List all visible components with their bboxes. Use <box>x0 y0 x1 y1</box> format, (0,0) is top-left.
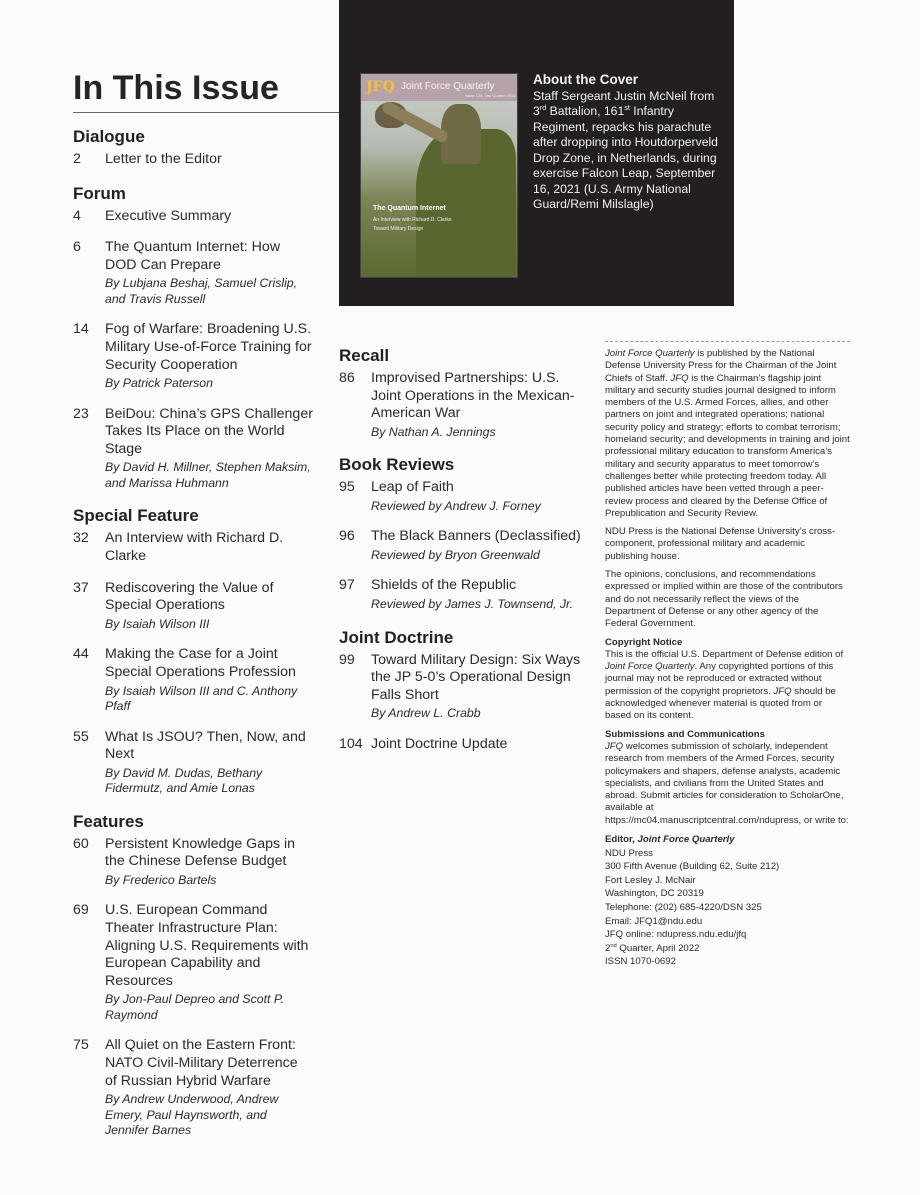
toc-page-number: 4 <box>73 207 81 224</box>
toc-section <box>339 454 589 612</box>
toc-section <box>339 345 589 440</box>
toc-entry-body <box>105 530 313 565</box>
toc-entry-body <box>105 646 313 714</box>
toc-entry-body <box>371 370 589 440</box>
toc-entry-body <box>371 577 589 612</box>
toc-entry-body <box>371 479 589 514</box>
toc-entry-body <box>371 652 589 722</box>
publication-info <box>605 341 850 969</box>
address-line: Email: JFQ1@ndu.edu <box>605 915 703 927</box>
toc-entry[interactable] <box>339 479 589 514</box>
toc-page-number: 2 <box>73 151 81 167</box>
cover-subtitles <box>373 216 452 234</box>
cover-panel <box>339 0 734 306</box>
about-text-2: Battalion, 161 <box>546 104 625 118</box>
about-sup-2: st <box>624 102 630 112</box>
toc-title: Improvised Partnerships: U.S. Joint Operations in the Mexican-American War <box>371 370 575 422</box>
toc-section <box>73 811 313 1139</box>
page-title: In This Issue <box>73 66 339 113</box>
address-line: Washington, DC 20319 <box>605 888 704 900</box>
toc-author: Reviewed by James J. Townsend, Jr. <box>371 597 574 612</box>
toc-author: By Andrew L. Crabb <box>371 706 481 721</box>
toc-entry[interactable] <box>339 736 589 754</box>
cover-sub1: An Interview with Richard D. Clarke <box>373 217 452 223</box>
about-text-3: Infantry Regiment, repacks his parachute after dropping into Houtdorperveld Drop Zone, in Netherlands, during exercise Falcon Leap, September 16, 2021 (U.S. Army National Guard/Remi Milslagle) <box>533 104 718 211</box>
toc-author: Reviewed by Bryon Greenwald <box>371 547 540 562</box>
cover-issue: Issue 105, 2nd Quarter 2022 <box>465 93 516 98</box>
toc-entry-body <box>105 1037 313 1138</box>
section-heading: Book Reviews <box>339 455 455 475</box>
cover-logo: JFQ <box>366 79 395 95</box>
toc-page-number: 44 <box>73 646 89 663</box>
copyright-jfq: JFQ <box>773 685 792 697</box>
toc-entry-body <box>105 239 313 307</box>
toc-page-number: 60 <box>73 835 89 852</box>
editor-journal: Joint Force Quarterly <box>637 833 735 845</box>
copyright-text-c: should be acknowledged whenever material is quoted from or based on its content. <box>605 685 836 722</box>
toc-entry-body <box>105 836 313 889</box>
toc-page-number: 75 <box>73 1037 89 1054</box>
info-jfq: JFQ <box>670 372 689 384</box>
cover-masthead: Joint Force Quarterly <box>401 81 495 92</box>
info-intro-text-2: is the Chairman’s flagship joint military and security studies journal designed to inform members of the U.S. Armed Forces, allies, and other partners on joint and integrated operations; national security policy and strategy; efforts to combat terrorism; homeland security; and developments in training and joint professional military education to transform America’s military and security apparatus to meet tomorrow’s challenges better while protecting freedom today. All published articles have been vetted through a peer-review process and cleared by the Defense Office of Prepublication and Security Review. <box>605 372 850 519</box>
address-line: Telephone: (202) 685-4220/DSN 325 <box>605 901 762 913</box>
toc-entry[interactable] <box>73 151 313 169</box>
toc-author: By Nathan A. Jennings <box>371 424 496 439</box>
toc-entry-body <box>105 151 313 169</box>
quarter-sup: nd <box>610 942 617 949</box>
toc-page-number: 37 <box>73 579 89 596</box>
info-address <box>605 833 850 969</box>
toc-title: Executive Summary <box>105 207 232 224</box>
editor-prefix: Editor, <box>605 833 638 845</box>
toc-title: Persistent Knowledge Gaps in the Chinese Defense Budget <box>105 835 296 870</box>
toc-page-number: 99 <box>339 651 355 668</box>
cover-title: The Quantum Internet <box>373 205 446 212</box>
quarter-num: 2 <box>605 942 611 954</box>
toc-entry[interactable] <box>339 577 589 612</box>
section-heading: Joint Doctrine <box>339 627 454 647</box>
toc-author: By Patrick Paterson <box>105 376 213 391</box>
cover-image <box>360 73 518 278</box>
left-column <box>73 126 313 1153</box>
issn: ISSN 1070-0692 <box>605 956 676 968</box>
toc-entry[interactable] <box>339 370 589 440</box>
submissions-jfq: JFQ <box>605 740 624 752</box>
info-ndu-press: NDU Press is the National Defense University’s cross-component, professional military and academic publishing house. <box>605 526 836 562</box>
toc-page-number: 55 <box>73 728 89 745</box>
toc-page-number: 32 <box>73 530 89 547</box>
toc-entry[interactable] <box>339 652 589 722</box>
toc-title: The Quantum Internet: How DOD Can Prepare <box>105 239 281 273</box>
toc-entry[interactable] <box>73 239 313 307</box>
toc-section <box>73 126 313 169</box>
about-text-1: Staff Sergeant Justin McNeil from 3 <box>533 88 715 118</box>
toc-title: All Quiet on the Eastern Front: NATO Civil-Military Deterrence of Russian Hybrid Warfare <box>105 1037 298 1089</box>
address-line: 300 Fifth Avenue (Building 62, Suite 212) <box>605 861 780 873</box>
toc-author: By Isaiah Wilson III <box>105 616 210 631</box>
section-heading: Recall <box>339 346 390 365</box>
toc-page-number: 14 <box>73 321 89 338</box>
address-line: NDU Press <box>605 847 653 859</box>
address-line: Fort Lesley J. McNair <box>605 874 696 886</box>
toc-entry[interactable] <box>73 902 313 1023</box>
info-submissions <box>605 729 850 827</box>
toc-page-number: 97 <box>339 577 355 594</box>
toc-entry[interactable] <box>73 729 313 797</box>
toc-title: Leap of Faith <box>371 479 454 496</box>
submissions-text: welcomes submission of scholarly, independent research from members of the Armed Forces, security policymakers and shapers, defense analysts, academic specialists, and civilians from the United States and abroad. Submit articles for consideration to ScholarOne, available at https://mc04.manuscriptcentral.com/ndupress, or write to: <box>605 740 849 826</box>
about-heading: About the Cover <box>533 72 639 87</box>
toc-title: Making the Case for a Joint Special Operations Profession <box>105 646 296 680</box>
info-copyright <box>605 637 850 723</box>
toc-page-number: 104 <box>339 735 363 752</box>
toc-entry-body <box>105 208 313 226</box>
toc-title: Letter to the Editor <box>105 151 222 167</box>
toc-entry[interactable] <box>73 208 313 226</box>
copyright-journal: Joint Force Quarterly <box>605 661 695 673</box>
toc-entry[interactable] <box>73 580 313 633</box>
toc-title: BeiDou: China’s GPS Challenger Takes Its Place on the World Stage <box>105 405 313 457</box>
toc-entry[interactable] <box>73 1037 313 1138</box>
toc-entry-body <box>105 902 313 1023</box>
quarter-rest: Quarter, April 2022 <box>616 942 700 954</box>
toc-author: By Lubjana Beshaj, Samuel Crislip, and Travis Russell <box>105 276 298 306</box>
toc-section <box>73 505 313 796</box>
section-heading: Special Feature <box>73 506 199 526</box>
toc-author: By David M. Dudas, Bethany Fidermutz, and Amie Lonas <box>105 765 263 796</box>
toc-page-number: 95 <box>339 479 355 496</box>
toc-entry[interactable] <box>73 530 313 565</box>
toc-entry[interactable] <box>73 836 313 889</box>
info-intro <box>605 348 850 520</box>
address-lines <box>605 847 850 942</box>
toc-entry[interactable] <box>73 321 313 391</box>
toc-title: U.S. European Command Theater Infrastructure Plan: Aligning U.S. Requirements with European Capability and Resources <box>105 902 309 989</box>
toc-author: By Jon-Paul Depreo and Scott P. Raymond <box>105 992 284 1022</box>
toc-page-number: 23 <box>73 405 89 422</box>
toc-section <box>339 627 589 754</box>
toc-section <box>73 183 313 492</box>
submissions-heading: Submissions and Communications <box>605 728 765 740</box>
toc-author: Reviewed by Andrew J. Forney <box>371 498 541 513</box>
address-line: JFQ online: ndupress.ndu.edu/jfq <box>605 929 747 941</box>
toc-title: Shields of the Republic <box>371 577 517 594</box>
toc-entry-body <box>371 736 589 754</box>
section-heading: Forum <box>73 183 126 203</box>
toc-author: By Isaiah Wilson III and C. Anthony Pfaff <box>105 683 298 713</box>
copyright-text-a: This is the official U.S. Department of Defense edition of <box>605 648 844 660</box>
toc-entry-body <box>105 729 313 797</box>
toc-entry[interactable] <box>73 646 313 714</box>
toc-entry-body <box>105 321 313 391</box>
about-the-cover <box>533 72 719 213</box>
toc-title: Fog of Warfare: Broadening U.S. Military Use-of-Force Training for Security Cooperation <box>105 321 312 373</box>
section-heading: Features <box>73 811 144 831</box>
copyright-text-b: . Any copyrighted portions of this journal may not be reproduced or extracted without permission of the copyright proprietors. <box>605 661 834 697</box>
toc-entry-body <box>105 406 313 492</box>
toc-title: Joint Doctrine Update <box>371 735 508 752</box>
toc-entry-body <box>105 580 313 633</box>
middle-column <box>339 345 589 767</box>
toc-title: An Interview with Richard D. Clarke <box>105 530 284 565</box>
toc-author: By Frederico Bartels <box>105 872 217 887</box>
toc-page-number: 69 <box>73 902 89 919</box>
toc-page-number: 86 <box>339 370 355 386</box>
toc-author: By Andrew Underwood, Andrew Emery, Paul Haynsworth, and Jennifer Barnes <box>105 1092 279 1138</box>
toc-title: What Is JSOU? Then, Now, and Next <box>105 728 306 763</box>
toc-title: Rediscovering the Value of Special Operations <box>105 579 274 614</box>
toc-title: Toward Military Design: Six Ways the JP 5-0’s Operational Design Falls Short <box>371 651 581 703</box>
toc-page-number: 6 <box>73 239 81 256</box>
section-heading: Dialogue <box>73 127 145 146</box>
toc-title: The Black Banners (Declassified) <box>371 528 581 545</box>
toc-author: By David H. Millner, Stephen Maksim, and Marissa Huhmann <box>105 460 311 490</box>
about-sup-1: rd <box>539 102 547 112</box>
copyright-heading: Copyright Notice <box>605 636 683 648</box>
quarter-line <box>605 942 850 956</box>
info-journal-name: Joint Force Quarterly <box>605 348 695 359</box>
toc-entry[interactable] <box>339 528 589 563</box>
toc-page-number: 96 <box>339 528 355 545</box>
cover-sub2: Toward Military Design <box>373 226 424 232</box>
toc-entry[interactable] <box>73 406 313 492</box>
toc-entry-body <box>371 528 589 563</box>
info-disclaimer: The opinions, conclusions, and recommendations expressed or implied within are those of the contributors and do not necessarily reflect the views of the Department of Defense or any other agency of the Federal Government. <box>605 569 843 630</box>
info-intro-text: is published by the National Defense University Press for the Chairman of the Joint Chiefs of Staff. <box>605 348 837 384</box>
